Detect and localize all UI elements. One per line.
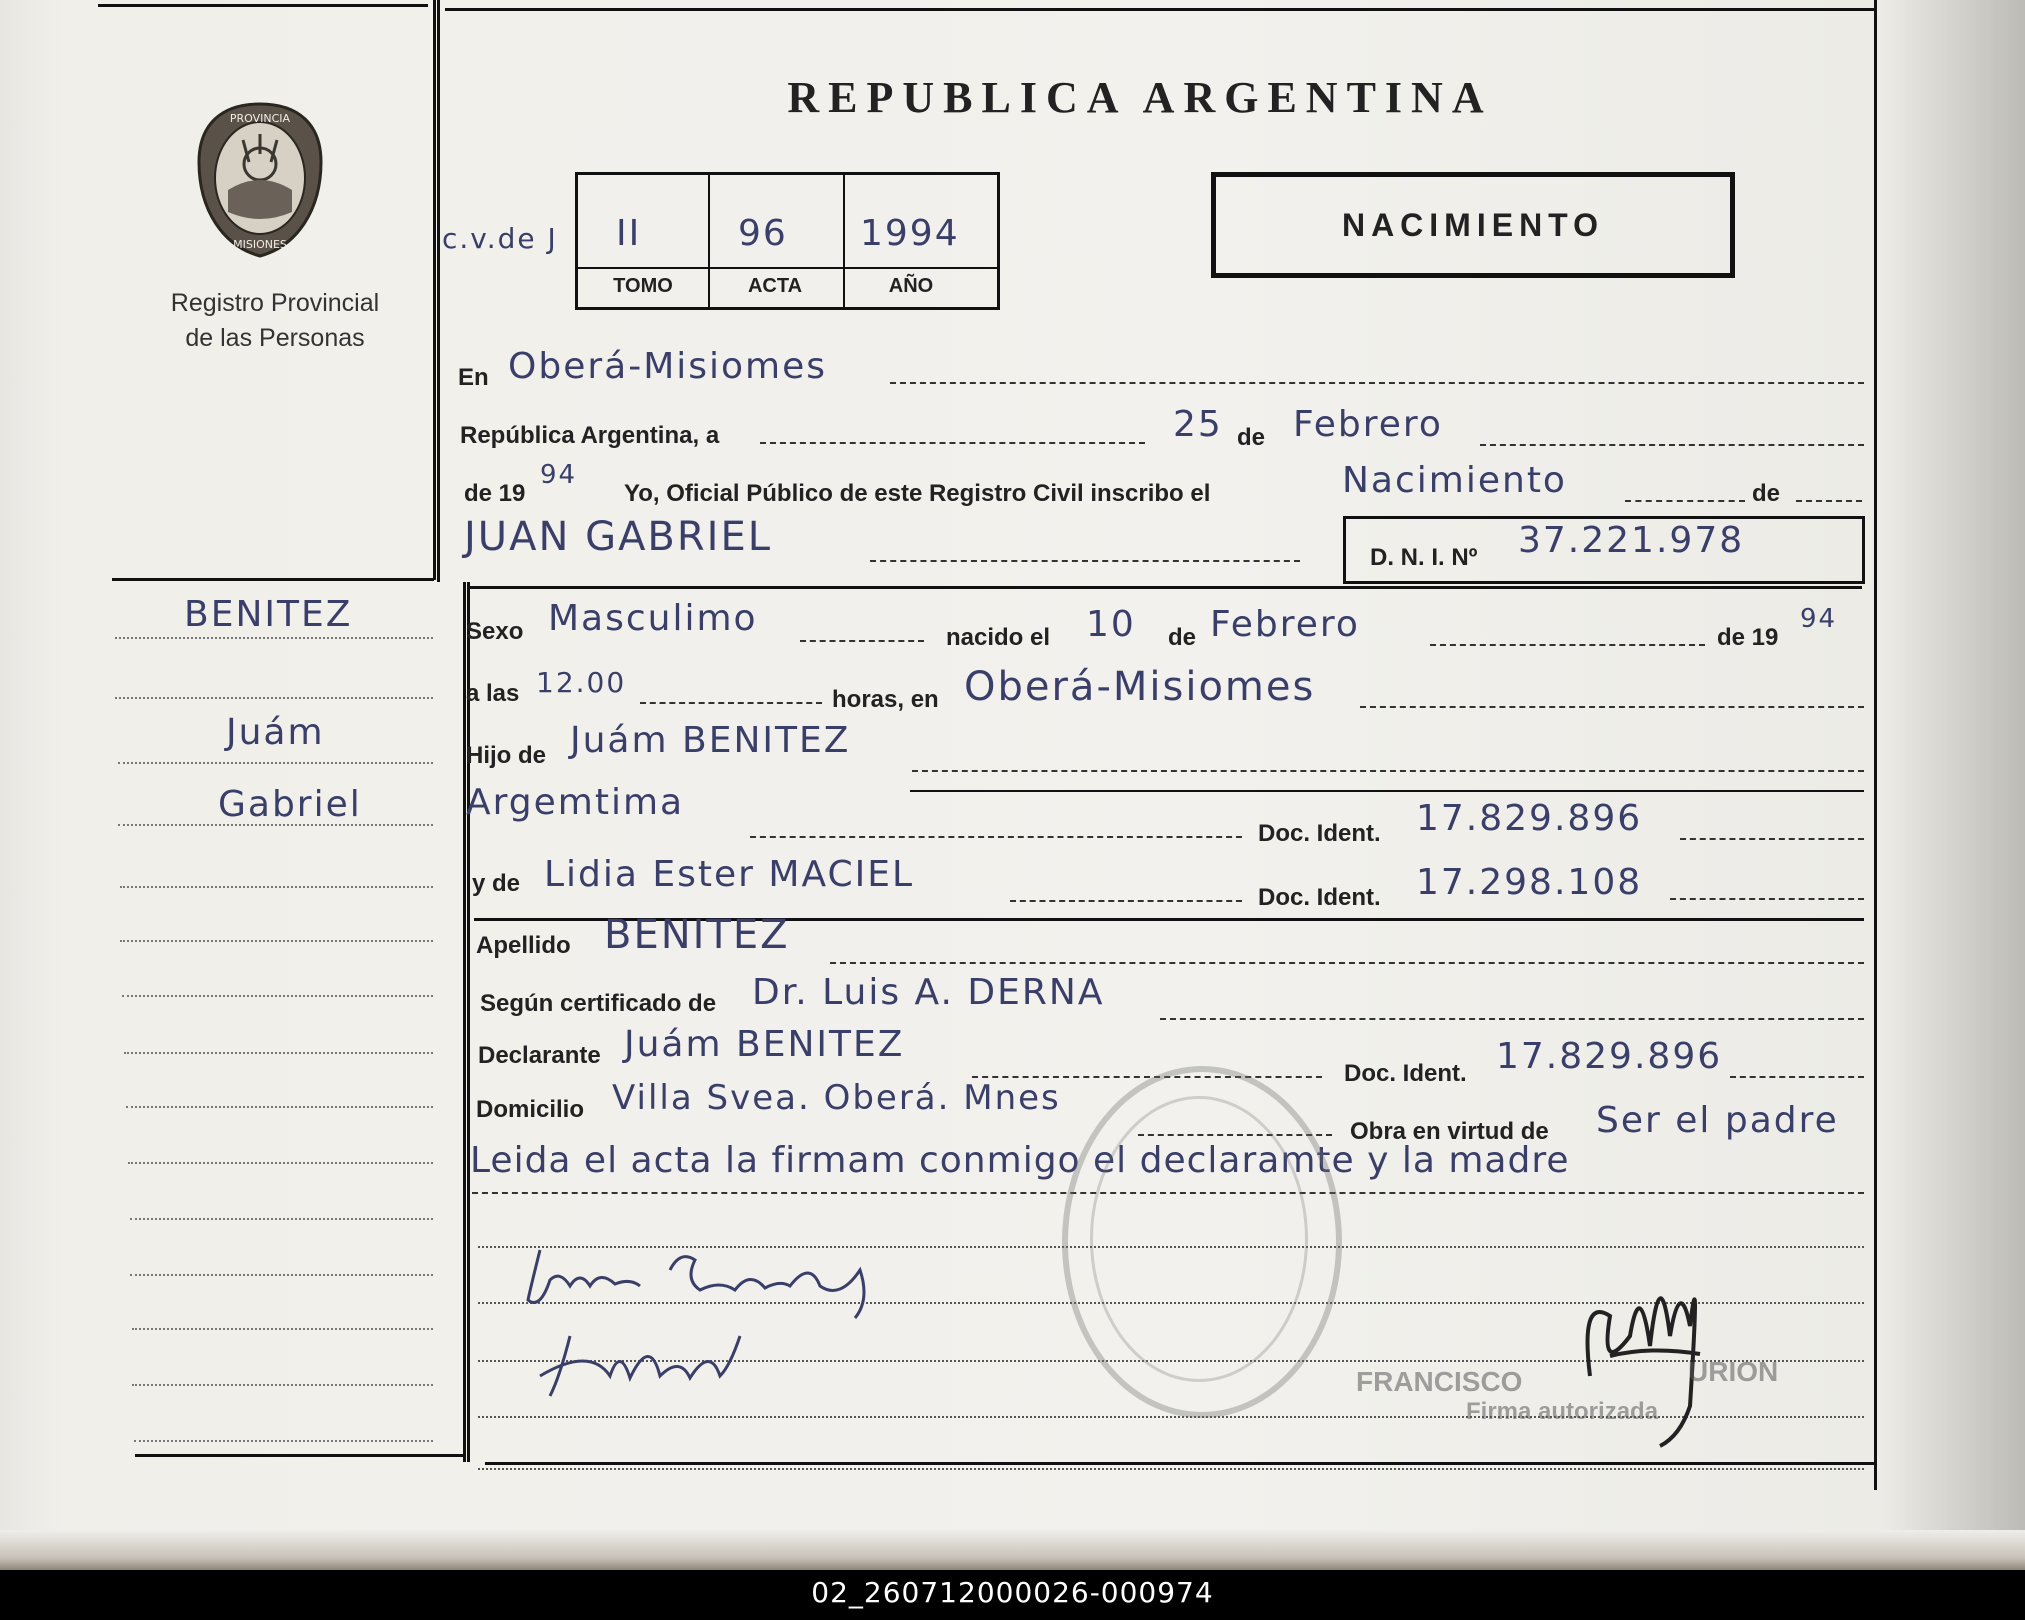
birth-month: Febrero — [1210, 604, 1360, 645]
mother-doc: 17.298.108 — [1416, 862, 1643, 903]
alas-label: a las — [466, 680, 520, 707]
margin-line — [130, 1274, 433, 1276]
mother-signature — [530, 1316, 770, 1406]
margin-line — [132, 1384, 433, 1386]
margin-line — [126, 1106, 433, 1108]
left-divider — [433, 0, 436, 580]
margin-line — [120, 886, 433, 888]
doc-label-declarante: Doc. Ident. — [1344, 1060, 1467, 1087]
field-line — [760, 442, 1145, 444]
official-name-tail: URION — [1688, 1356, 1779, 1387]
obra-value: Ser el padre — [1596, 1100, 1839, 1141]
sexo-label: Sexo — [466, 618, 524, 645]
tomo-label: TOMO — [613, 275, 673, 297]
dni-value: 37.221.978 — [1518, 520, 1745, 561]
doc-label-father: Doc. Ident. — [1258, 820, 1381, 847]
margin-line — [118, 762, 433, 764]
left-section-rule — [112, 578, 434, 581]
father-name: Juám BENITEZ — [570, 720, 851, 761]
child-name: JUAN GABRIEL — [464, 514, 773, 560]
declarante-doc: 17.829.896 — [1496, 1036, 1723, 1077]
month-value: Febrero — [1293, 404, 1443, 445]
margin-line — [115, 697, 433, 699]
en-value: Oberá-Misiomes — [508, 346, 828, 387]
de-label: de — [1237, 424, 1266, 451]
field-line — [1430, 644, 1705, 646]
margin-line — [132, 1328, 433, 1330]
domicilio-value: Villa Svea. Oberá. Mnes — [612, 1078, 1061, 1118]
year-value: 94 — [540, 460, 578, 490]
margin-line — [124, 1052, 433, 1054]
declarant-signature — [520, 1240, 960, 1320]
margin-note-surname: BENITEZ — [184, 594, 353, 635]
field-line — [640, 702, 822, 704]
main-left-border-lower — [467, 582, 470, 1462]
apellido-label: Apellido — [476, 932, 571, 959]
anio-value: 1994 — [860, 213, 960, 254]
official-name: FRANCISCO — [1356, 1366, 1523, 1397]
acta-label: ACTA — [747, 275, 803, 297]
de19-label: de 19 — [464, 480, 526, 507]
anio-label: AÑO — [888, 275, 934, 297]
field-line — [1010, 900, 1242, 902]
margin-note-second-name: Gabriel — [218, 784, 362, 825]
main-right-border — [1874, 0, 1877, 1490]
republica-label: República Argentina, a — [460, 422, 720, 449]
field-line — [1480, 444, 1864, 446]
act-type-box — [1211, 172, 1735, 278]
field-line — [1680, 838, 1864, 840]
domicilio-label: Domicilio — [476, 1096, 585, 1123]
declarante-label: Declarante — [478, 1042, 601, 1069]
row-rule — [910, 790, 1864, 792]
obra-label: Obra en virtud de — [1350, 1118, 1549, 1145]
field-line — [1360, 706, 1864, 708]
closing-text: Leida el acta la firmam conmigo el declaramte y la madre — [470, 1140, 1570, 1181]
apellido-value: BENITEZ — [604, 912, 790, 958]
event-value: Nacimiento — [1342, 460, 1567, 501]
doc-label-mother: Doc. Ident. — [1258, 884, 1381, 911]
official-role: Firma autorizada — [1466, 1398, 1659, 1425]
registry-name: Registro Provincial de las Personas — [170, 289, 380, 352]
hour-value: 12.00 — [536, 666, 627, 699]
provincial-seal-icon — [193, 100, 327, 260]
birth-place: Oberá-Misiomes — [964, 664, 1316, 710]
official-stamp-inner — [1090, 1096, 1308, 1382]
registration-table — [575, 172, 1000, 310]
left-top-rule — [98, 4, 428, 7]
main-bottom-rule — [485, 1462, 1875, 1465]
tomo-value: II — [616, 213, 642, 254]
footer-id: 02_260712000026-000974 — [811, 1576, 1214, 1609]
birth-day: 10 — [1086, 604, 1136, 645]
seal-bottom-text: MISIONES — [233, 238, 287, 251]
section-rule — [467, 586, 1862, 589]
signature-line — [478, 1468, 1864, 1470]
left-bottom-rule — [135, 1454, 465, 1457]
field-line — [1625, 500, 1745, 502]
segun-value: Dr. Luis A. DERNA — [752, 972, 1105, 1013]
footer-bar — [0, 1570, 2025, 1620]
acta-value: 96 — [738, 213, 788, 254]
field-line — [830, 962, 1864, 964]
field-line — [1670, 898, 1864, 900]
yde-label: y de — [472, 870, 521, 897]
country-title: REPUBLICA ARGENTINA — [787, 73, 1493, 122]
de19-label-2: de 19 — [1717, 624, 1779, 651]
field-line — [912, 770, 1864, 772]
caption-rule — [578, 267, 997, 269]
margin-line — [134, 1440, 433, 1442]
dni-label: D. N. I. Nº — [1370, 544, 1478, 571]
father-doc: 17.829.896 — [1416, 798, 1643, 839]
de-label-3: de — [1168, 624, 1197, 651]
birth-year: 94 — [1800, 604, 1838, 634]
margin-line — [128, 1162, 433, 1164]
mother-name: Lidia Ester MACIEL — [544, 854, 915, 895]
left-divider-lower — [463, 582, 466, 1462]
margin-line — [122, 995, 433, 997]
declarante-value: Juám BENITEZ — [624, 1024, 905, 1065]
father-nationality: Argemtima — [466, 782, 685, 823]
registration-prefix: c.v.de J — [442, 222, 558, 255]
margin-line — [120, 940, 433, 942]
oficial-text: Yo, Oficial Público de este Registro Civil inscribo el — [624, 480, 1211, 507]
cell-divider — [843, 175, 845, 307]
main-top-rule — [445, 8, 1877, 11]
field-line — [1160, 1018, 1864, 1020]
field-line — [870, 560, 1300, 562]
margin-line — [115, 637, 433, 639]
page-edge — [0, 1530, 2025, 1570]
segun-label: Según certificado de — [480, 990, 717, 1017]
en-label: En — [458, 364, 489, 391]
margin-line — [130, 1218, 433, 1220]
field-line — [1796, 500, 1862, 502]
field-line — [890, 382, 1864, 384]
sexo-value: Masculimo — [548, 598, 758, 639]
horas-label: horas, en — [832, 686, 939, 713]
field-line — [750, 836, 1242, 838]
hijo-label: Hijo de — [466, 742, 547, 769]
field-line — [800, 640, 924, 642]
nacido-label: nacido el — [946, 624, 1051, 651]
margin-note-first-name: Juám — [226, 712, 325, 753]
seal-top-text: PROVINCIA — [229, 112, 291, 125]
act-type: NACIMIENTO — [1341, 206, 1605, 243]
de-label-2: de — [1752, 480, 1781, 507]
field-line — [1730, 1076, 1864, 1078]
day-value: 25 — [1173, 404, 1223, 445]
